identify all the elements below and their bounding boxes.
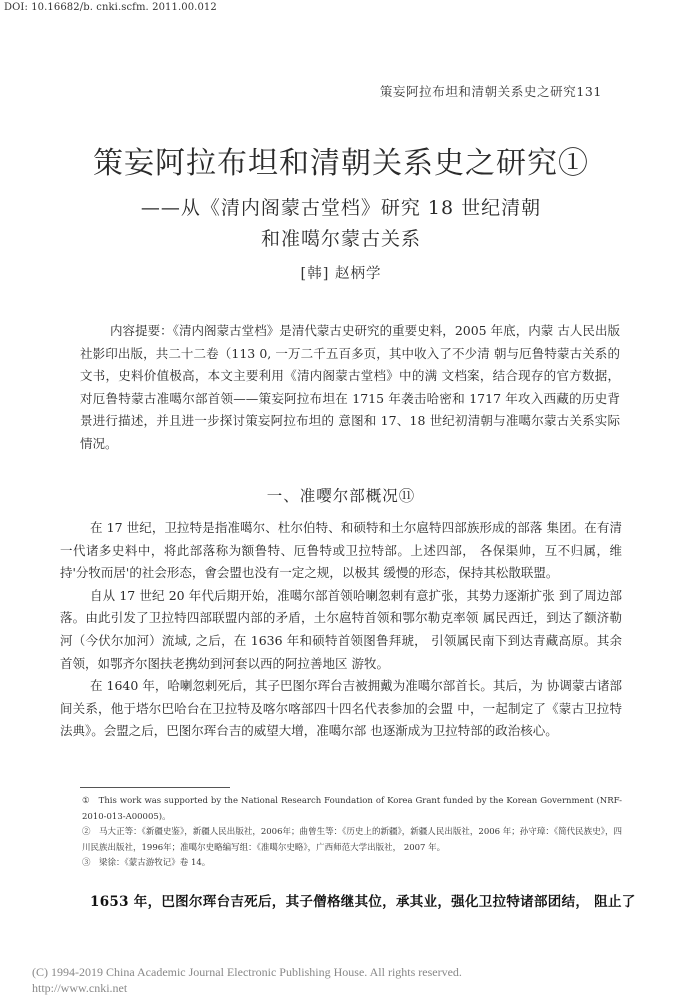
- article-subtitle-line2: 和准噶尔蒙古关系: [260, 228, 421, 250]
- article-subtitle-line1: ——从《清内阁蒙古堂档》研究 18 世纪清朝: [140, 197, 542, 219]
- article-title: 策妄阿拉布坦和清朝关系史之研究①: [93, 146, 589, 181]
- copyright-text: (C) 1994-2019 China Academic Journal Electronic Publishing House. All rights reserved.: [32, 965, 462, 979]
- footnote-2: ② 马大正等：《新疆史鉴》，新疆人民出版社，2006年；曲曾生等：《历史上的新疆》，新疆人民出版社，2006 年；孙守璋：《简代民族史》，四川民族出版社，1996年；准噶尔史略编写组：《准噶尔史略》，广西师范大学出版社， 2007 年。: [82, 827, 622, 853]
- footnote-3: ③ 梁徐：《蒙古游牧记》卷 14。: [82, 858, 211, 868]
- body-text: [60, 517, 622, 743]
- footnotes: [60, 794, 622, 872]
- body-paragraph-1: 在 17 世纪，卫拉特是指准噶尔、杜尔伯特、和硕特和土尔扈特四部族形成的部落 集团。在有清一代诸多史料中，将此部落称为额鲁特、厄鲁特或卫拉特部。上述四部， 各保渠帅，互不归属，维持'分牧而居'的社会形态，㑹会盟也没有一定之规，以极其 缓慢的形态，保持其松散联盟。: [60, 520, 622, 581]
- running-header: 策妄阿拉布坦和清朝关系史之研究131: [379, 84, 602, 99]
- footnote-rule: [80, 787, 230, 788]
- continuation-line: 1653 年，巴图尔珲台吉死后，其子僧格继其位，承其业，强化卫拉特诸部团结， 阻止了: [90, 894, 636, 910]
- copyright-notice: [32, 964, 462, 996]
- body-paragraph-3: 在 1640 年，哈喇忽剌死后，其子巴图尔珲台吉被拥戴为准噶尔部首长。其后，为 协调蒙古诸部间关系，他于塔尔巴哈台在卫拉特及喀尔喀部四十四名代表参加的会盟 中，一起制定了《蒙古卫拉特法典》。会盟之后，巴图尔珲台吉的威望大增，准噶尔部 也逐渐成为卫拉特部的政治核心。: [60, 678, 622, 739]
- section-heading: 一、准嘤尔部概况⑪: [266, 487, 416, 505]
- cnki-link[interactable]: http://www.cnki.net: [32, 981, 128, 995]
- footnote-1: ① This work was supported by the National Research Foundation of Korea Grant funded by the Korean Government (NRF-2010-013-A00005)。: [82, 796, 622, 822]
- body-paragraph-2: 自从 17 世纪 20 年代后期开始，准噶尔部首领哈喇忽剌有意扩张，其势力逐渐扩张 到了周边部落。由此引发了卫拉特四部联盟内部的矛盾，土尔扈特首领和鄂尔勒克率领 属民西迁，到达了额济勒河（今伏尔加河）流域, 之后，在 1636 年和硕特首领图鲁拜琥， 引领属民南下到达青藏高原。其余首领，如鄂齐尔图扶老携幼到河套以西的阿拉善地区 游牧。: [60, 587, 622, 671]
- abstract-paragraph: 内容提要：《清内阁蒙古堂档》是清代蒙古史研究的重要史料，2005 年底，内蒙 古人民出版社影印出版，共二十二卷（113 0, 一万二千五百多页，其中收入了不少清 朝与厄鲁特蒙古关系的文书，史料价值极高，本文主要利用《清内阁蒙古堂档》中的满 文档案，结合现存的官方数据，对厄鲁特蒙古准噶尔部首领——策妄阿拉布坦在 1715 年袭击哈密和 1717 年攻入西藏的历史背景进行描述，并且进一步探讨策妄阿拉布坦的 意图和 17、18 世纪初清朝与准噶尔蒙古关系实际情况。: [80, 323, 620, 451]
- doi-text: DOI: 10.16682/b. cnki.scfm. 2011.00.012: [4, 2, 217, 13]
- author-name: [韩] 赵柄学: [300, 266, 382, 282]
